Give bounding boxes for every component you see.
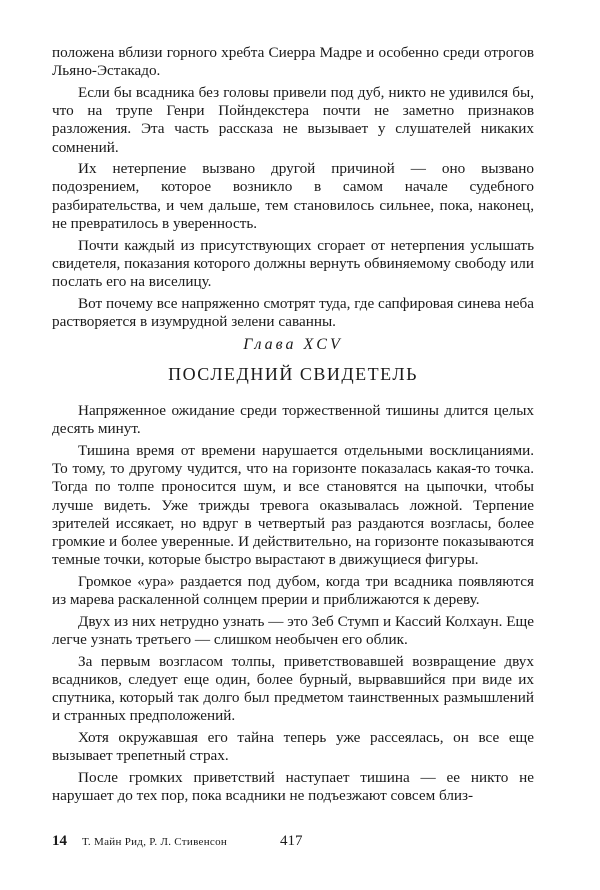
paragraph: Громкое «ура» раздается под дубом, когда три всадника появляются из марева раскаленной солнцем прерии и приближаются к дереву. (52, 572, 534, 609)
chapter-title: ПОСЛЕДНИЙ СВИДЕТЕЛЬ (168, 364, 418, 384)
signature-number: 14 (52, 833, 67, 849)
paragraph: За первым возгласом толпы, приветствовавшей возвращение двух всадников, следует еще один, более бурный, вырвавшийся при виде их спутника, который так долго был предметом таинственных размышлений и странных предположений. (52, 652, 534, 725)
paragraph: Тишина время от времени нарушается отдельными восклицаниями. То тому, то другому чудится, что на горизонте показалась какая-то точка. Тогда по толпе проносится шум, и все становятся на цыпочки, чтобы лучше видеть. Уже трижды тревога оказывалась ложной. Терпение зрителей иссякает, но вдруг в четвертый раз раздаются возгласы, более громкие и более уверенные. И действительно, на горизонте показываются темные точки, которые быстро вырастают в движущиеся фигуры. (52, 441, 534, 569)
paragraph: Хотя окружавшая его тайна теперь уже рассеялась, он все еще вызывает трепетный страх. (52, 728, 534, 765)
signature-text: Т. Майн Рид, Р. Л. Стивенсон (82, 836, 228, 848)
paragraph: Напряженное ожидание среди торжественной тишины длится целых десять минут. (52, 402, 534, 438)
page-number: 417 (280, 833, 303, 849)
paragraph: Если бы всадника без головы привели под дуб, никто не удивился бы, что на трупе Генри Пойндекстера почти не заметно признаков разложения. Эта часть рассказа не вызывает у слушателей никаких сомнений. (52, 83, 534, 156)
chapter-number: Глава XCV (243, 336, 343, 353)
paragraph: Двух из них нетрудно узнать — это Зеб Стумп и Кассий Колхаун. Еще легче узнать третьего — слишком необычен его облик. (52, 612, 534, 648)
text-block-bottom (52, 402, 534, 809)
paragraph: Почти каждый из присутствующих сгорает от нетерпения услышать свидетеля, показания которого должны вернуть обвиняемому свободу или послать его на виселицу. (52, 236, 534, 290)
paragraph: Их нетерпение вызвано другой причиной — оно вызвано подозрением, которое возникло в самом начале судебного разбирательства, и чем дальше, тем становилось сильнее, пока, наконец, не превратилось в уверенность. (52, 160, 534, 232)
page-footer (52, 833, 534, 855)
paragraph: После громких приветствий наступает тишина — ее никто не нарушает до тех пор, пока всадники не подъезжают совсем близ- (52, 768, 534, 805)
paragraph-continuation: положена вблизи горного хребта Сиерра Мадре и особенно среди отрогов Льяно-Эстакадо. (52, 44, 534, 80)
text-block-top (52, 44, 534, 335)
paragraph: Вот почему все напряженно смотрят туда, где сапфировая синева неба растворяется в изумрудной зелени саванны. (52, 294, 534, 330)
